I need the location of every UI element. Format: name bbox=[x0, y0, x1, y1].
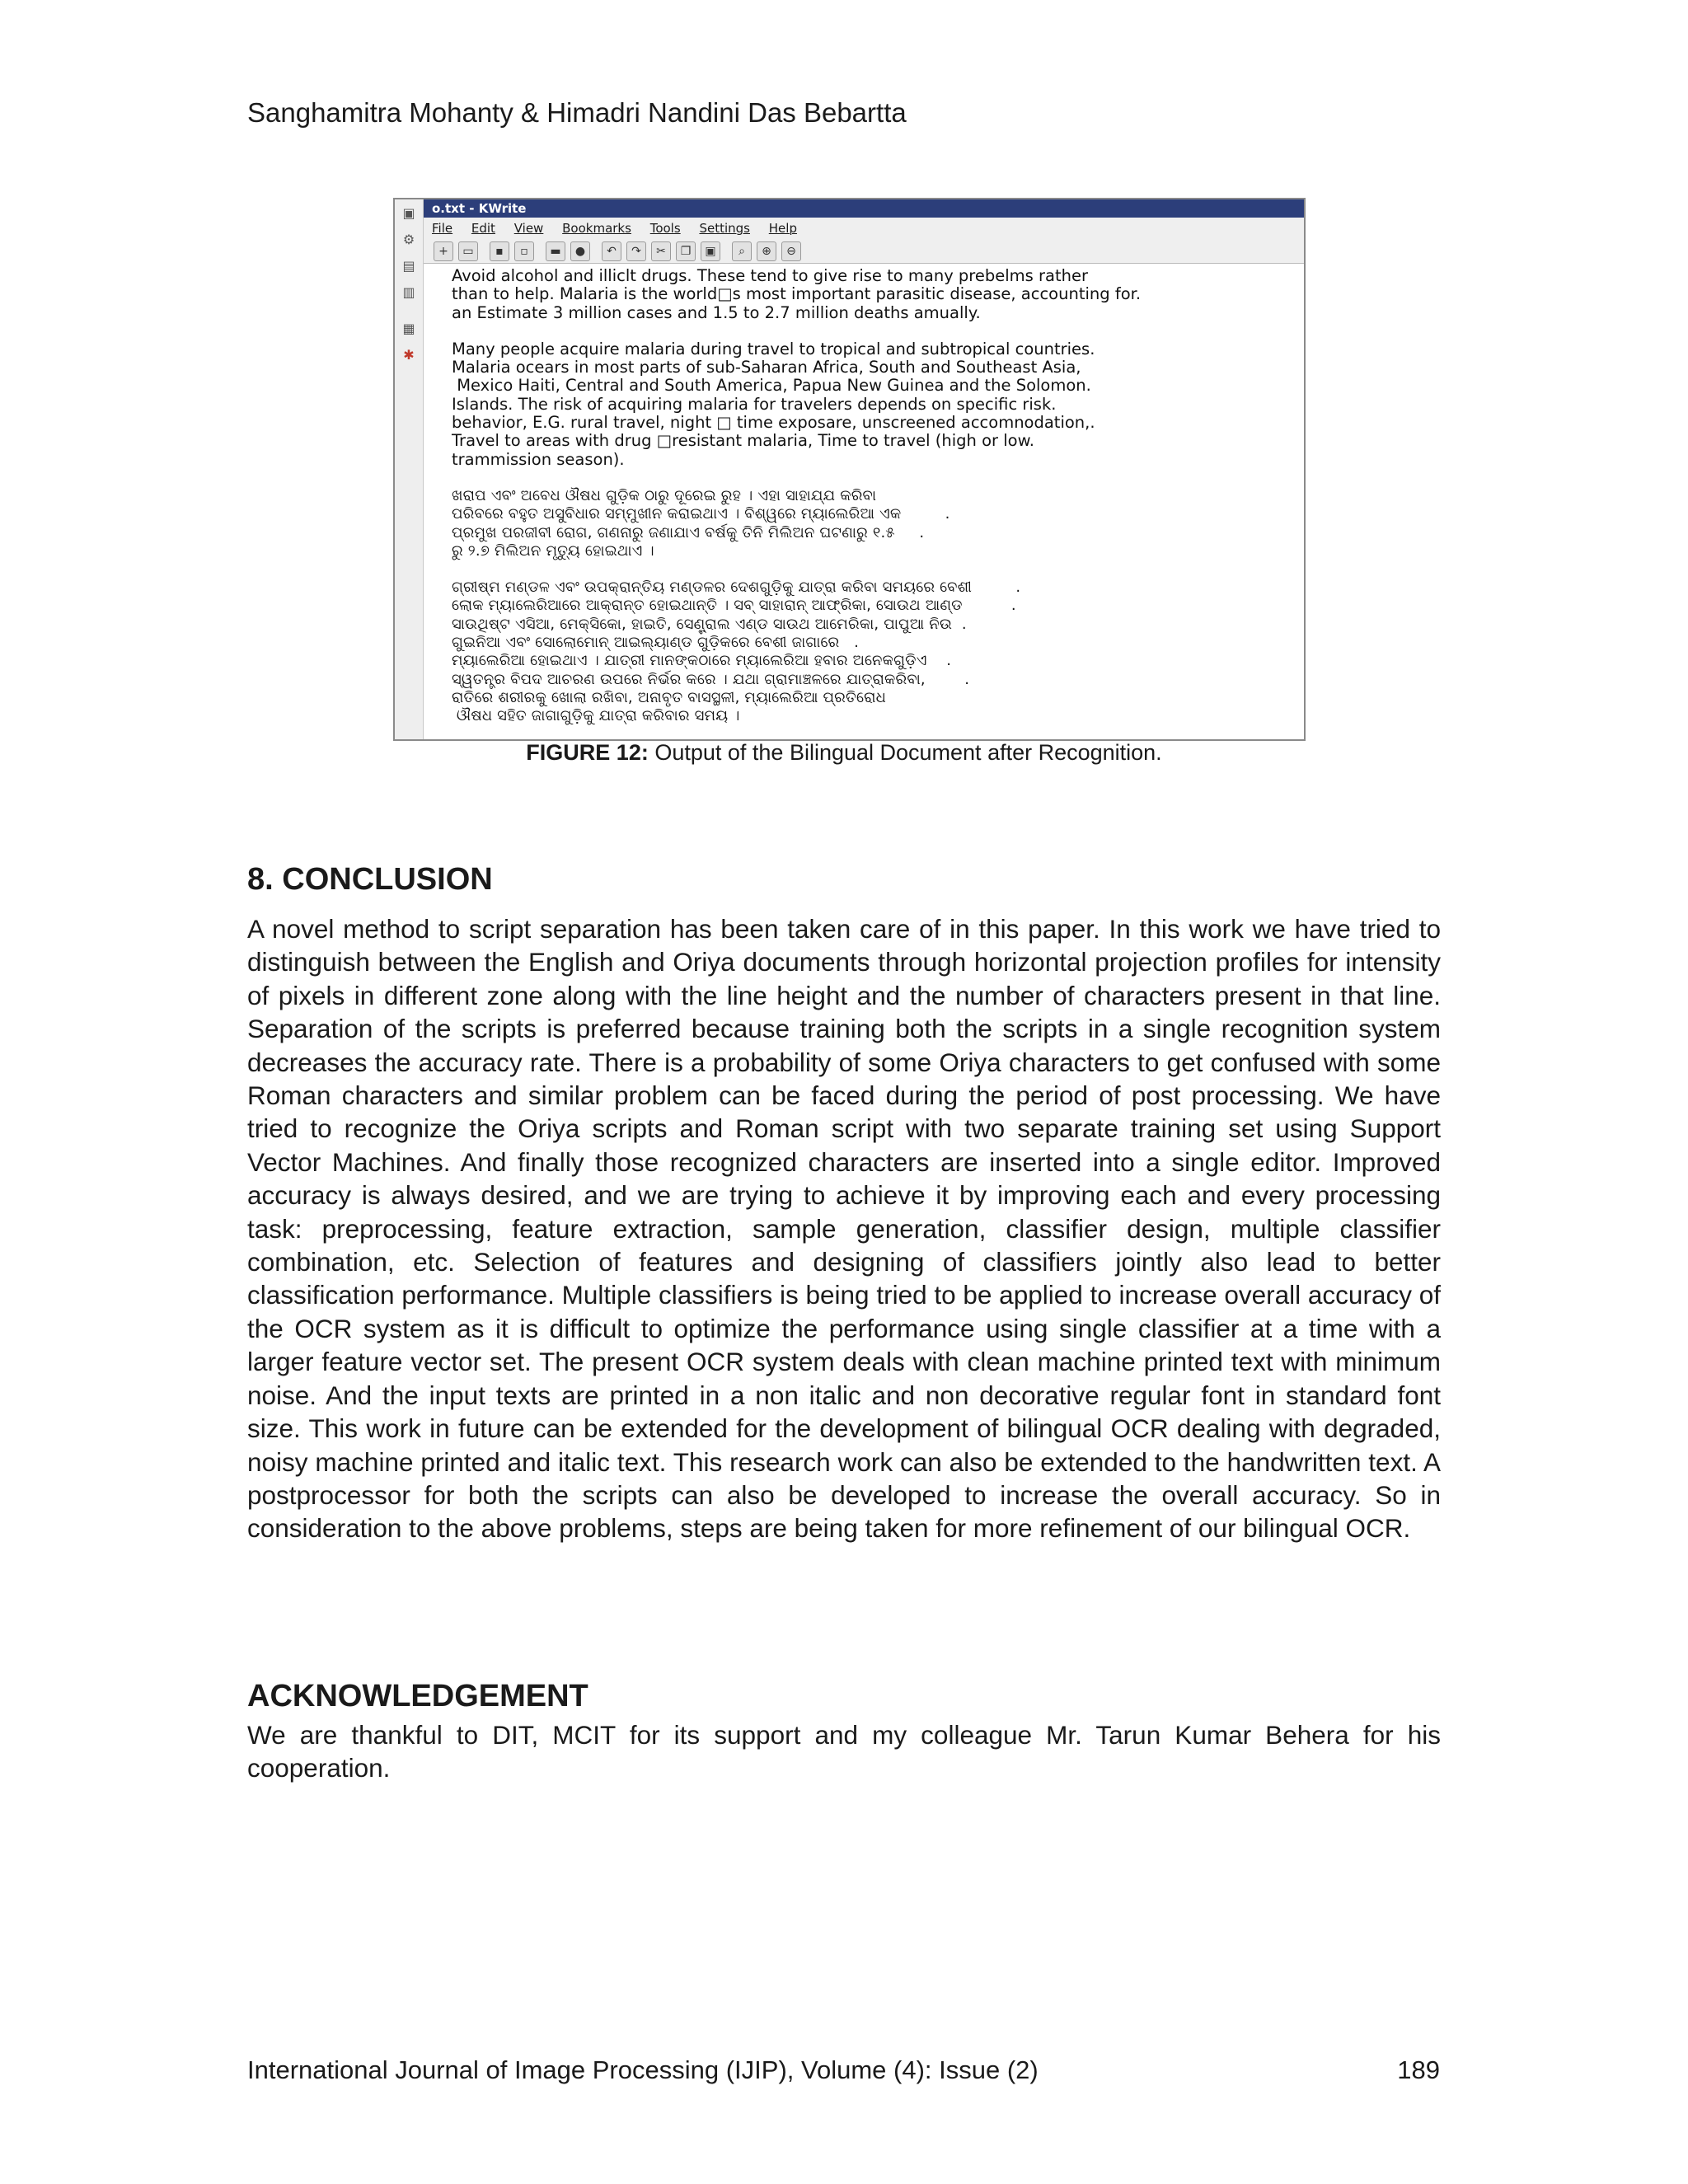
paste-icon: ▣ bbox=[701, 241, 720, 261]
editor-text-area bbox=[424, 265, 1304, 739]
caption-text: Output of the Bilingual Document after Recognition. bbox=[648, 740, 1162, 765]
undo-icon: ↶ bbox=[602, 241, 621, 261]
conclusion-paragraph: A novel method to script separation has been taken care of in this paper. In this work we have tried to distinguish between the English and Oriya documents through horizontal projection profiles for intensity of pixels in different zone along with the line height and the number of characters present in that line. Separation of the scripts is preferred because training both the scripts in a single recognition system decreases the accuracy rate. There is a probability of some Oriya characters to get confused with some Roman characters and similar problem can be faced during the period of post processing. We have tried to recognize the Oriya scripts and Roman script with two separate training set using Support Vector Machines. And finally those recognized characters are inserted into a single editor. Improved accuracy is always desired, and we are trying to achieve it by improving each and every processing task: preprocessing, feature extraction, sample generation, classifier design, multiple classifier combination, etc. Selection of features and designing of classifiers jointly also lead to better classification performance. Multiple classifiers is being tried to be applied to increase overall accuracy of the OCR system as it is difficult to optimize the performance using single classifier at a time with a larger feature vector set. The present OCR system deals with clean machine printed text with minimum noise. And the input texts are printed in a non italic and non decorative regular font in standard font size. This work in future can be extended for the development of bilingual OCR dealing with degraded, noisy machine printed and italic text. This research work can also be extended to the handwritten text. A postprocessor for both the scripts can also be developed to increase the overall accuracy. So in consideration to the above problems, steps are being taken for more refinement of our bilingual OCR. bbox=[247, 914, 1441, 1544]
menu-bookmarks: Bookmarks bbox=[562, 221, 631, 236]
side-toolbar bbox=[395, 199, 424, 739]
menu-edit: Edit bbox=[471, 221, 495, 236]
editor-paragraph-oriya: ଖରାପ ଏବଂ ଅବେଧ ଔଷଧ ଗୁଡ଼ିକ ଠାରୁ ଦୂରେଇ ରୁହ । ଏହା ସାହାଯ୍ଯ କରିବା ପରିବରେ ବହୁତ ଅସୁବିଧାର ସମ୍ମୁଖୀନ କରାଇଥାଏ । ବିଶ୍ୱରେ ମ୍ୟାଲେରିଆ ଏକ . ପ୍ରମୁଖ ପରଜୀବୀ ରୋଗ, ଗଣନାରୁ ଜଣାଯାଏ ବର୍ଷକୁ ତିନି ମିଲିଅନ ଘଟଣାରୁ ୧.୫ . ରୁ ୨.୭ ମିଲିଅନ ମୃତ୍ୟୁ ହୋଇଥାଏ । bbox=[452, 486, 950, 560]
close-icon: ● bbox=[570, 241, 590, 261]
menu-view: View bbox=[513, 221, 544, 236]
footer-journal: International Journal of Image Processing (IJIP), Volume (4): Issue (2) bbox=[247, 2055, 1039, 2084]
figure-caption bbox=[0, 740, 1688, 766]
settings-icon: ⚙ bbox=[402, 232, 415, 247]
section-heading-acknowledgement: ACKNOWLEDGEMENT bbox=[247, 1679, 588, 1713]
caption-label: FIGURE 12: bbox=[526, 740, 649, 765]
running-head: Sanghamitra Mohanty & Himadri Nandini Das Bebartta bbox=[247, 97, 907, 128]
tool-icon: ✱ bbox=[403, 347, 415, 363]
cut-icon: ✂ bbox=[651, 241, 671, 261]
section-heading-conclusion: 8. CONCLUSION bbox=[247, 862, 493, 897]
page-number: 189 bbox=[1397, 2055, 1440, 2084]
zoom-in-icon: ⊕ bbox=[757, 241, 776, 261]
menu-tools: Tools bbox=[649, 221, 681, 236]
print-icon: ▬ bbox=[546, 241, 565, 261]
menu-help: Help bbox=[768, 221, 797, 236]
save-as-icon: ▫ bbox=[514, 241, 534, 261]
open-folder-icon: ▭ bbox=[458, 241, 478, 261]
toolbar bbox=[424, 239, 1304, 264]
editor-paragraph-oriya: ଗ୍ରୀଷ୍ମ ମଣ୍ଡଳ ଏବଂ ଉପକ୍ରାନ୍ତିୟ ମଣ୍ଡଳର ଦେଶଗୁଡ଼ିକୁ ଯାତ୍ରା କରିବା ସମୟରେ ବେଶୀ . ଲୋକ ମ୍ୟାଲେରିଆରେ ଆକ୍ରାନ୍ତ ହୋଇଥାନ୍ତି । ସବ୍ ସାହାରାନ୍ ଆଫ୍ରିକା, ସୋଉଥ ଆଣ୍ଡ . ସାଉଥିଷ୍ଟ ଏସିଆ, ମେକ୍ସିକୋ, ହାଇତି, ସେଣ୍ଟ୍ରାଲ ଏଣ୍ଡ ସାଉଥ ଆମେରିକା, ପାପୁଆ ନିଉ . ଗୁଇନିଆ ଏବଂ ସୋଲୋମୋନ୍ ଆଇଲ୍ୟାଣ୍ଡ ଗୁଡ଼ିକରେ ବେଶୀ ଜାଗାରେ . ମ୍ୟାଲେରିଆ ହୋଇଥାଏ । ଯାତ୍ରୀ ମାନଙ୍କଠାରେ ମ୍ୟାଲେରିଆ ହବାର ଅନେକଗୁଡ଼ିଏ . ସ୍ୱତନ୍ତ୍ର ବିପଦ ଆଚରଣ ଉପରେ ନିର୍ଭର କରେ । ଯଥା ଗ୍ରାମାଞ୍ଚଳରେ ଯାତ୍ରାକରିବା, . ରାତିରେ ଶରୀରକୁ ଖୋଲା ରଖିବା, ଅନାବୃତ ବାସସ୍ଥଳୀ, ମ୍ୟାଲେରିଆ ପ୍ରତିରୋଧ ଔଷଧ ସହିତ ଜାଗାଗୁଡ଼ିକୁ ଯାତ୍ରା କରିବାର ସମୟ । bbox=[452, 579, 1021, 725]
copy-icon: ❐ bbox=[676, 241, 696, 261]
editor-paragraph: Many people acquire malaria during travel to tropical and subtropical countries. Malaria ocears in most parts of sub-Saharan Africa, South and Southeast Asia, Mexico Haiti, Central and South America, Papua New Guinea and the Solomon. Islands. The risk of acquiring malaria for travelers depends on specific risk. behavior, E.G. rural travel, night □ time exposare, unscreened accomnodation,. Travel to areas with drug □resistant malaria, Time to travel (high or low. trammission season). bbox=[452, 339, 1095, 469]
figure-screenshot bbox=[393, 198, 1306, 741]
new-file-icon: + bbox=[434, 241, 453, 261]
acknowledgement-paragraph: We are thankful to DIT, MCIT for its support and my colleague Mr. Tarun Kumar Behera for his cooperation. bbox=[247, 1720, 1441, 1783]
redo-icon: ↷ bbox=[626, 241, 646, 261]
folder-icon: ▥ bbox=[402, 284, 415, 300]
app-icon: ▣ bbox=[402, 205, 415, 221]
menu-settings: Settings bbox=[699, 221, 750, 236]
save-icon: ▪ bbox=[490, 241, 509, 261]
zoom-out-icon: ⊖ bbox=[781, 241, 801, 261]
window-title: o.txt - KWrite bbox=[424, 199, 1304, 218]
find-icon: ⌕ bbox=[732, 241, 752, 261]
menu-file: File bbox=[432, 221, 453, 236]
menu-bar bbox=[424, 218, 1304, 239]
image-icon: ▤ bbox=[402, 258, 415, 274]
document-icon: ▦ bbox=[402, 321, 415, 336]
editor-paragraph: Avoid alcohol and illiclt drugs. These tend to give rise to many prebelms rather than to help. Malaria is the world□s most important parasitic disease, accounting for. an Estimate 3 million cases and 1.5 to 2.7 million deaths amually. bbox=[452, 266, 1142, 322]
